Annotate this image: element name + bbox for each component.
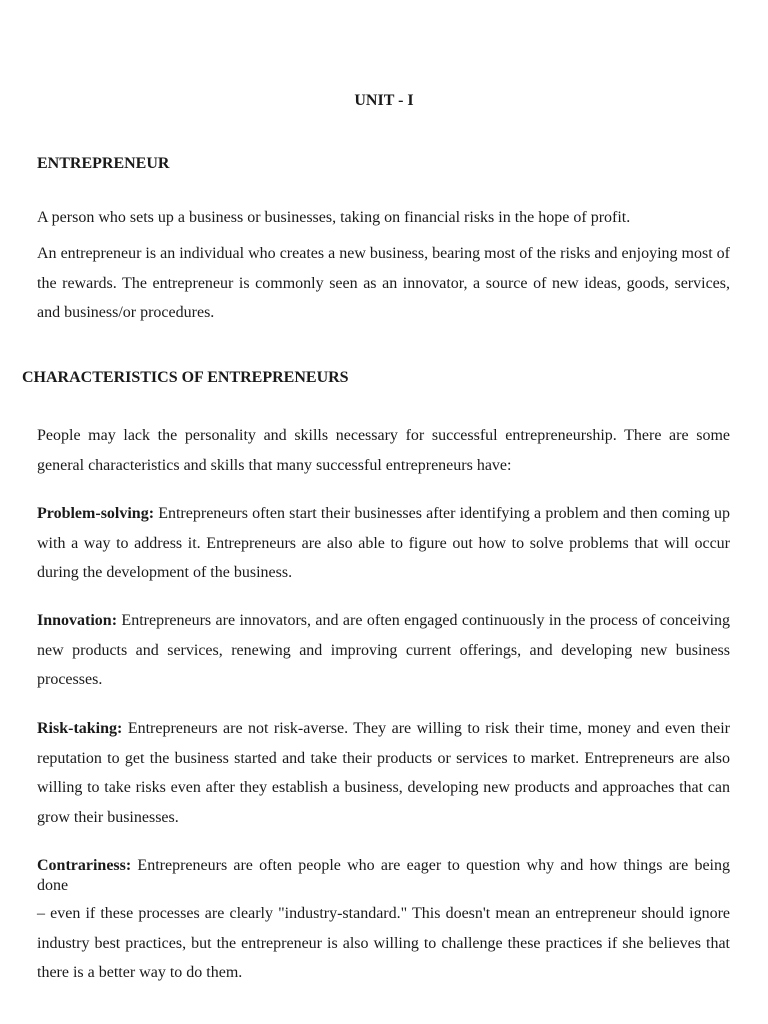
characteristic-term: Problem-solving: [37, 505, 155, 522]
section-heading-characteristics: CHARACTERISTICS OF ENTREPRENEURS [22, 369, 349, 386]
characteristic-risk-taking [37, 714, 730, 832]
characteristic-term: Contrariness: [37, 857, 132, 874]
characteristic-text: Entrepreneurs often start their businesses after identifying a problem and then coming up with a way to address it. Entrepreneurs are also able to figure out how to solve problems that will occur during the development of the business. [37, 505, 730, 581]
characteristic-term: Innovation: [37, 612, 118, 629]
characteristic-contrariness-continuation: – even if these processes are clearly "industry-standard." This doesn't mean an entrepreneur should ignore industry best practices, but the entrepreneur is also willing to challenge these practices if she believes that there is a better way to do them. [37, 905, 730, 981]
section-heading-entrepreneur: ENTREPRENEUR [37, 155, 170, 172]
characteristic-contrariness [37, 856, 730, 896]
characteristic-problem-solving [37, 499, 730, 588]
characteristic-term: Risk-taking: [37, 720, 123, 737]
characteristic-text: Entrepreneurs are innovators, and are often engaged continuously in the process of conceiving new products and services, renewing and improving current offerings, and developing new business processes. [37, 612, 730, 688]
entrepreneur-description: An entrepreneur is an individual who creates a new business, bearing most of the risks and enjoying most of the rewards. The entrepreneur is commonly seen as an innovator, a source of new ideas, goods, services, and business/or procedures. [37, 245, 730, 321]
characteristic-text: Entrepreneurs are not risk-averse. They are willing to risk their time, money and even their reputation to get the business started and take their products or services to market. Entrepreneurs are also willing to take risks even after they establish a business, developing new products and approaches that can grow their businesses. [37, 720, 730, 826]
entrepreneur-definition: A person who sets up a business or businesses, taking on financial risks in the hope of profit. [37, 209, 631, 226]
unit-title: UNIT - I [354, 92, 414, 109]
characteristic-text: Entrepreneurs are often people who are eager to question why and how things are being done [37, 857, 730, 894]
characteristic-innovation [37, 606, 730, 695]
characteristics-intro: People may lack the personality and skills necessary for successful entrepreneurship. There are some general characteristics and skills that many successful entrepreneurs have: [37, 427, 730, 474]
